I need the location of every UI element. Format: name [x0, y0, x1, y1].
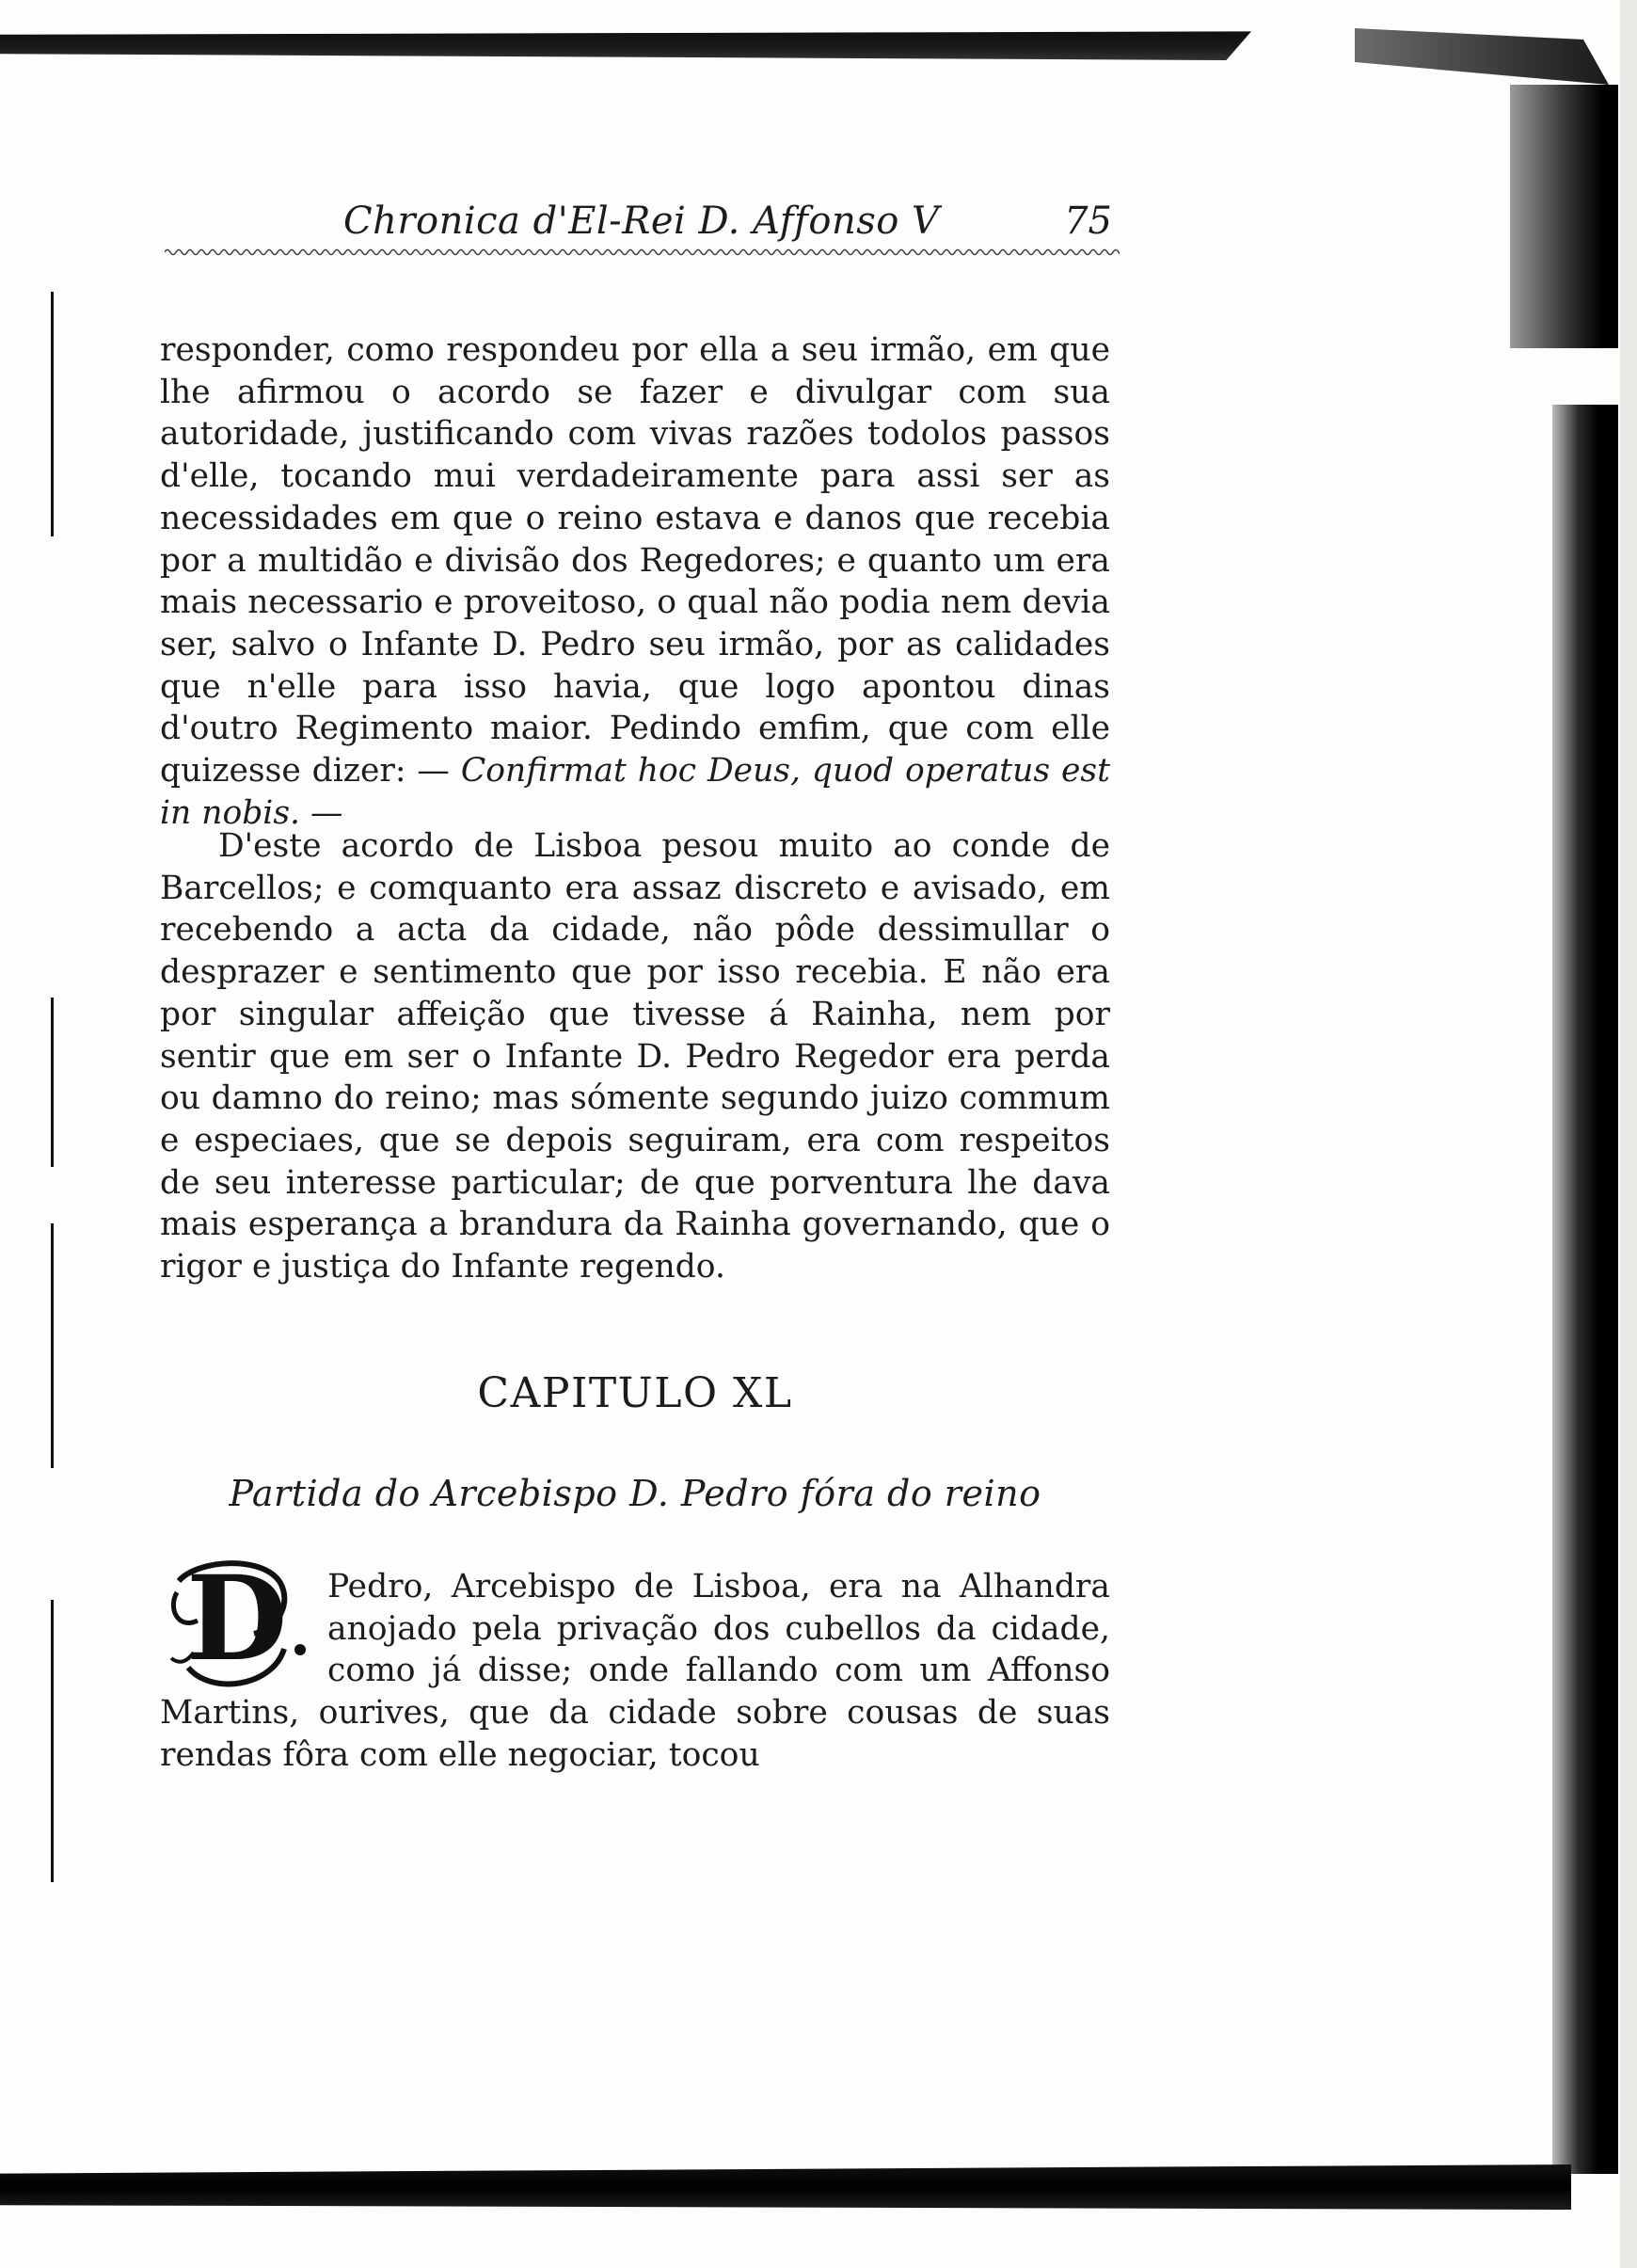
- scan-left-edge-mark: [51, 998, 54, 1167]
- paragraph-continuation: [160, 329, 1110, 834]
- scan-right-margin: [1620, 0, 1637, 2268]
- paragraph-text: Pedro, Arcebispo de Lisboa, era na Alhandra anojado pela privação dos cubellos da cidade, como já disse; onde fallando com um Affonso Martins, ourives, que da cidade sobre cousas de suas rendas fôra com elle negociar, tocou: [160, 1568, 1110, 1774]
- wavy-header-rule: [165, 247, 1120, 258]
- chapter-heading: CAPITULO XL: [477, 1369, 793, 1417]
- scan-left-edge-mark: [51, 1600, 54, 1882]
- paragraph: [160, 825, 1110, 1288]
- chapter-opening-paragraph: [160, 1566, 1110, 1777]
- running-title: Chronica d'El-Rei D. Affonso V: [343, 200, 940, 243]
- scan-binding-shadow: [1552, 405, 1618, 2174]
- scan-top-corner-shadow: [1355, 28, 1609, 85]
- latin-quotation: Confirmat hoc Deus, quod operatus est in nobis. —: [160, 752, 1110, 832]
- paragraph-text: D'este acordo de Lisboa pesou muito ao conde de Barcellos; e comquanto era assaz discreto e avisado, em recebendo a acta da cidade, não pôde dessimullar o desprazer e sentimento que por isso recebia. E não era por singular affeição que tivesse á Rainha, nem por sentir que em ser o Infante D. Pedro Regedor era perda ou damno do reino; mas sómente segundo juizo commum e especiaes, que se depois seguiram, era com respeitos de seu interesse particular; de que porventura lhe dava mais esperança a brandura da Rainha governando, que o rigor e justiça do Infante regendo.: [160, 827, 1110, 1286]
- page-number: 75: [1064, 200, 1112, 243]
- scan-left-edge-mark: [51, 292, 54, 536]
- drop-cap-letter: D: [186, 1551, 288, 1687]
- scan-binding-shadow-upper: [1510, 85, 1618, 348]
- chapter-subtitle: Partida do Arcebispo D. Pedro fóra do reino: [229, 1473, 1041, 1514]
- scan-bottom-edge-shadow: [0, 2164, 1571, 2210]
- scan-top-edge-shadow: [0, 28, 1251, 60]
- scan-left-edge-mark: [51, 1223, 54, 1468]
- paragraph-text: responder, como respondeu por ella a seu irmão, em que lhe afirmou o acordo se fazer e divulgar com sua autoridade, justificando com vivas razões todolos passos d'elle, tocando mui verdadeiramente para assi ser as necessidades em que o reino estava e danos que recebia por a multidão e divisão dos Regedores; e quanto um era mais necessario e proveitoso, o qual não podia nem devia ser, salvo o Infante D. Pedro seu irmão, por as calidades que n'elle para isso havia, que logo apontou dinas d'outro Regimento maior. Pedindo emfim, que com elle quizesse dizer: —: [160, 331, 1110, 791]
